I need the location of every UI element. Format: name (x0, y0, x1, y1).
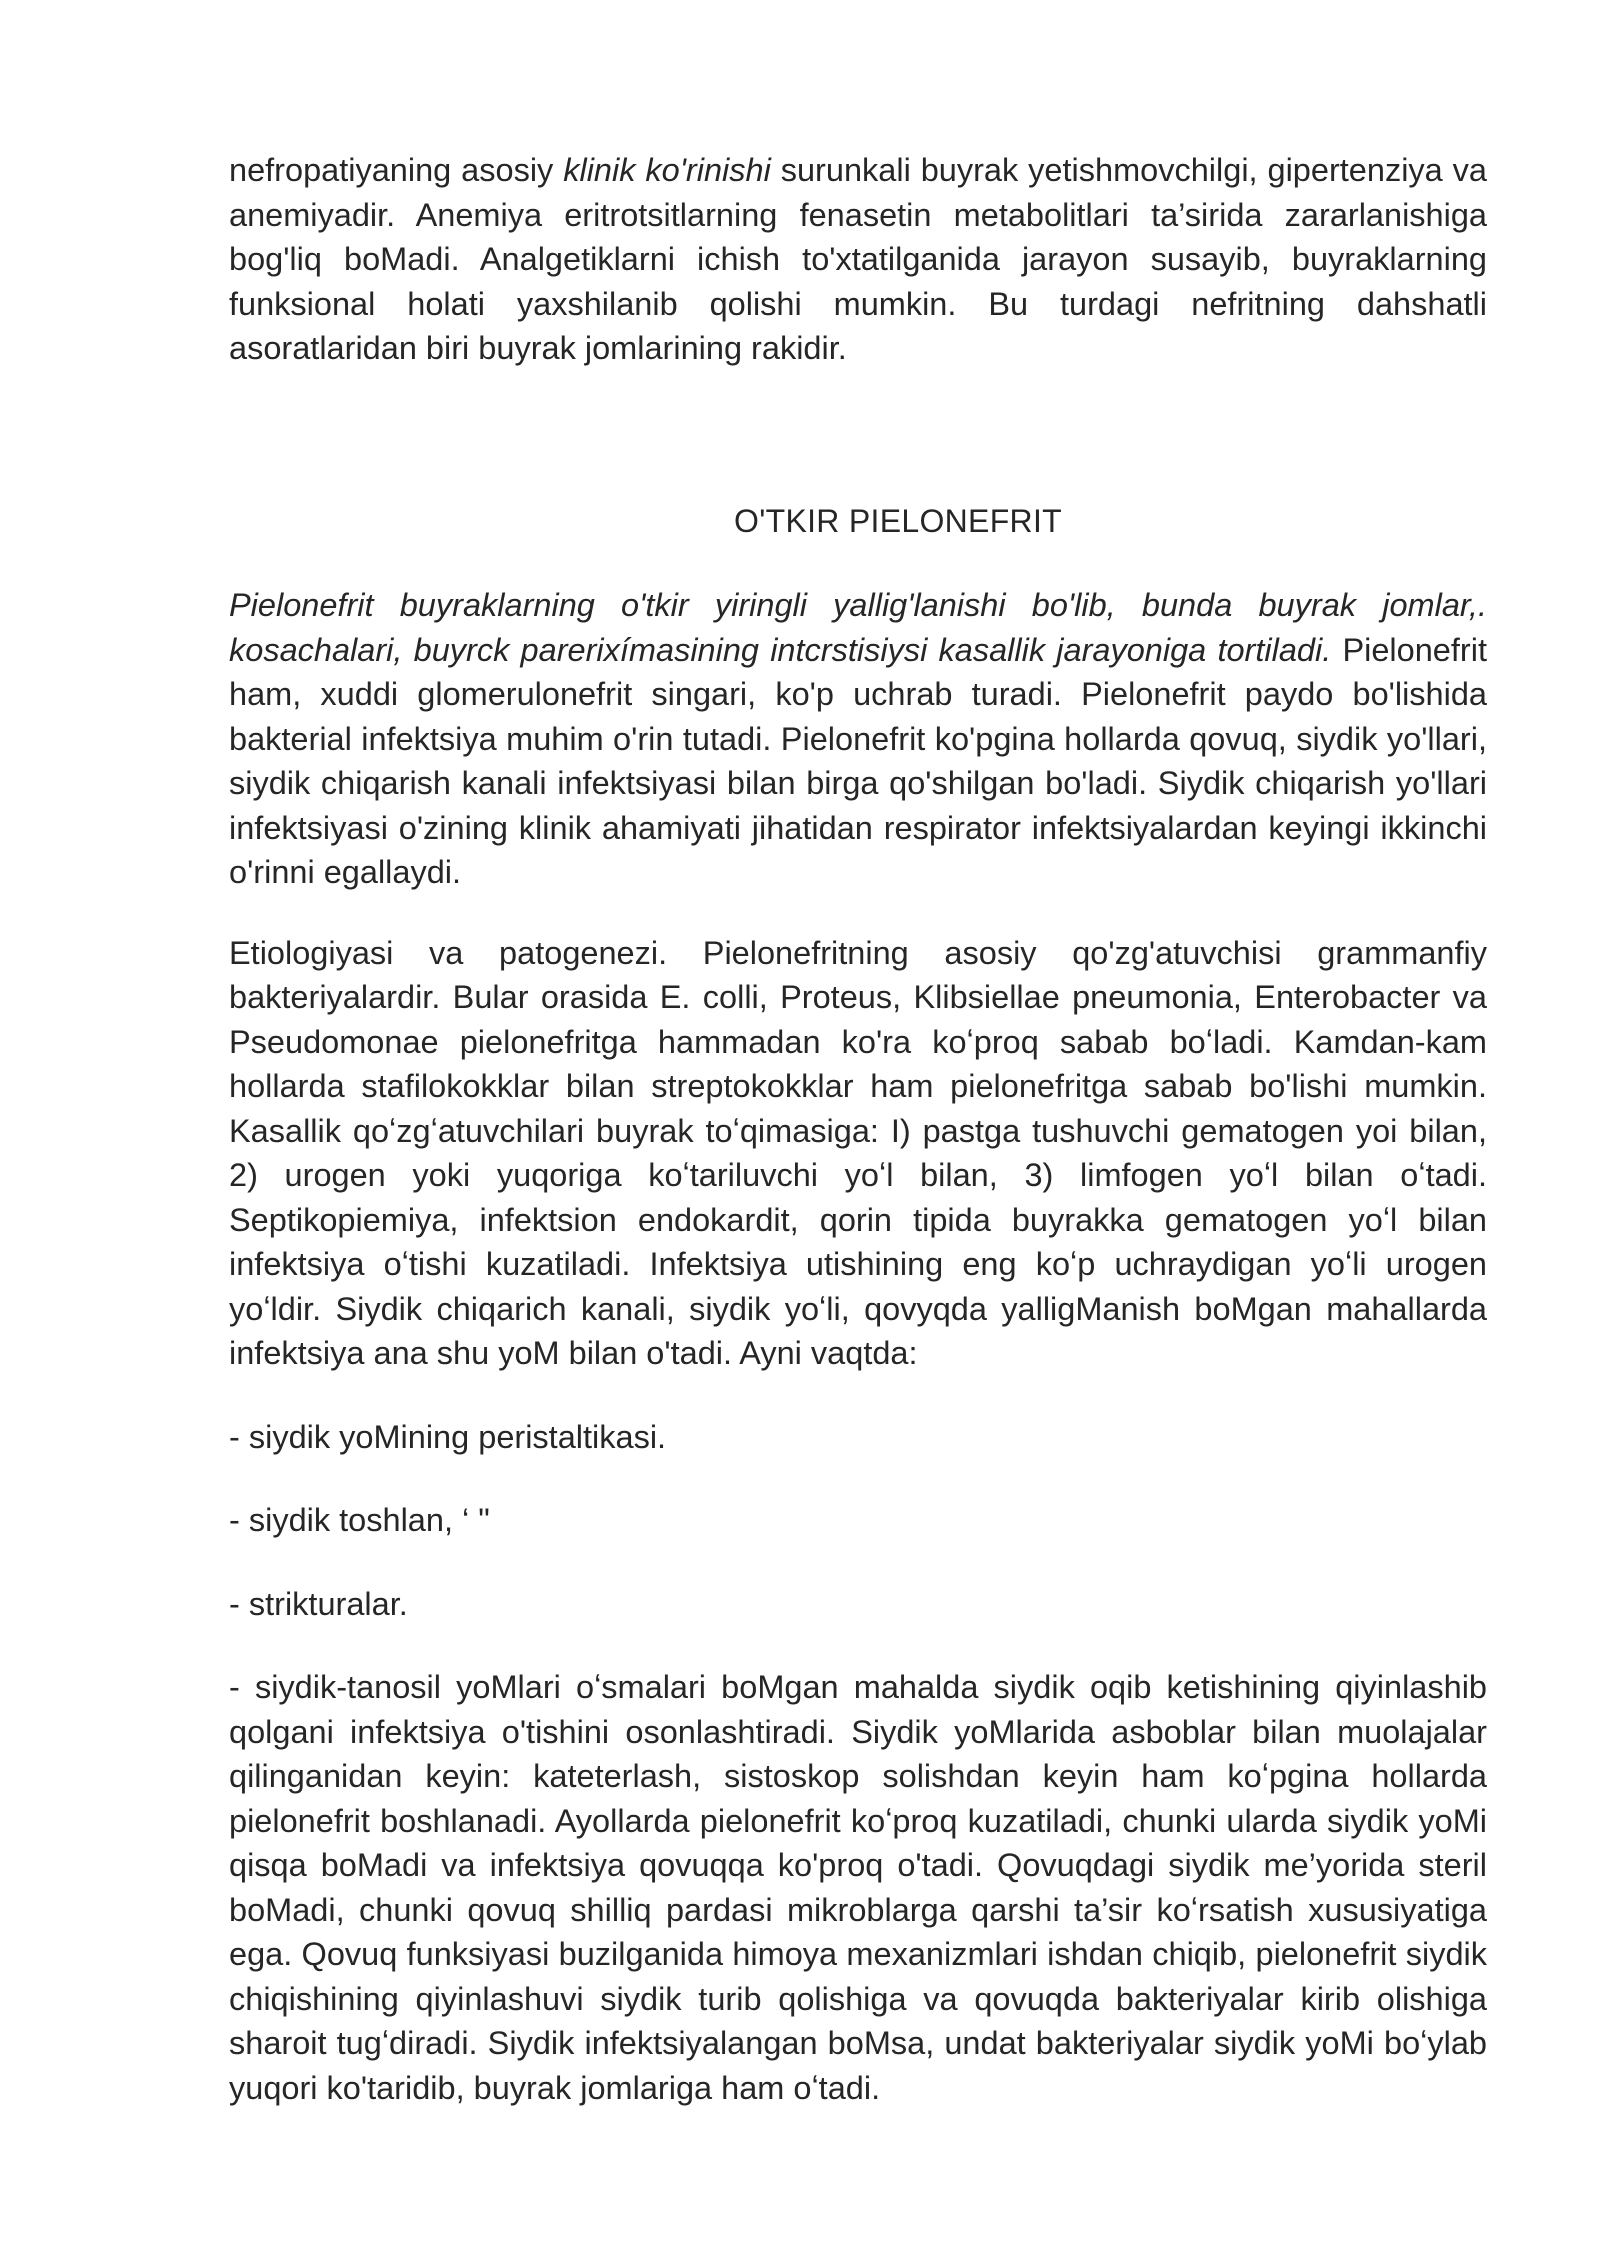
section-heading: O'TKIR PIELONEFRIT (734, 502, 1062, 539)
paragraph-text: nefropatiyaning asosiy (229, 152, 564, 188)
paragraph-text: surunkali buyrak yetishmovchilgi, gipertenziya va anemiyadir. Anemiya eritrotsitlarning fenasetin metabolitlari ta’sirida zararlanishiga bog'liq boMadi. Analgetiklarni ichish to'xtatilganida jarayon susayib, buyraklarning funksional holati yaxshilanib qolishi mumkin. Bu turdagi nefritning dahshatli asoratlaridan biri buyrak jomlarining rakidir. (229, 152, 1487, 366)
paragraph-urinary-tract: - siydik-tanosil yoMlari oʻsmalari boMgan mahalda siydik oqib ketishining qiyinlashib qolgani infektsiya o'tishini osonlashtiradi. Siydik yoMlarida asboblar bilan muolajalar qilinganidan keyin: kateterlash, sistoskop solishdan keyin ham koʻpgina hollarda pielonefrit boshlanadi. Ayollarda pielonefrit koʻproq kuzatiladi, chunki ularda siydik yoMi qisqa boMadi va infektsiya qovuqqa ko'proq o'tadi. Qovuqdagi siydik me’yorida steril boMadi, chunki qovuq shilliq pardasi mikroblarga qarshi ta’sir koʻrsatish xususiyatiga ega. Qovuq funksiyasi buzilganida himoya mexanizmlari ishdan chiqib, pielonefrit siydik chiqishining qiyinlashuvi siydik turib qolishiga va qovuqda bakteriyalar kirib olishiga sharoit tugʻdiradi. Siydik infektsiyalangan boMsa, undat bakteriyalar siydik yoMi boʻylab yuqori ko'taridib, buyrak jomlariga ham oʻtadi. (229, 1669, 1487, 2106)
paragraph-etiology: Etiologiyasi va patogenezi. Pielonefritning asosiy qo'zg'atuvchisi grammanfiy bakteriyalardir. Bular orasida E. colli, Proteus, Klibsiellae pneumonia, Enterobacter va Pseudomonae pielonefritga hammadan ko'ra koʻproq sabab boʻladi. Kamdan-kam hollarda stafilokokklar bilan streptokokklar ham pielonefritga sabab bo'lishi mumkin. Kasallik qoʻzgʻatuvchilari buyrak toʻqimasiga: I) pastga tushuvchi gematogen yoi bilan, 2) urogen yoki yuqoriga koʻtariluvchi yoʻl bilan, 3) limfogen yoʻl bilan oʻtadi. Septikopiemiya, infektsion endokardit, qorin tipida buyrakka gematogen yoʻl bilan infektsiya oʻtishi kuzatiladi. Infektsiya utishining eng koʻp uchraydigan yoʻli urogen yoʻldir. Siydik chiqarich kanali, siydik yoʻli, qovyqda yalligManish boMgan mahallarda infektsiya ana shu yoM bilan o'tadi. Ayni vaqtda: (229, 934, 1487, 1371)
paragraph-nephropathy (229, 148, 1487, 371)
paragraph-definition (229, 583, 1487, 895)
list-item: - siydik yoMining peristaltikasi. (229, 1418, 667, 1455)
list-item: - siydik toshlan, ‘ " (229, 1502, 490, 1538)
italic-phrase: klinik ko'rinishi (563, 152, 771, 188)
document-page (229, 148, 1487, 2110)
paragraph-text: Pielonefrit ham, xuddi glomerulonefrit singari, ko'p uchrab turadi. Pielonefrit paydo bo'lishida bakterial infektsiya muhim o'rin tutadi. Pielonefrit ko'pgina hollarda qovuq, siydik yo'llari, siydik chiqarish kanali infektsiyasi bilan birga qo'shilgan bo'ladi. Siydik chiqarish yo'llari infektsiyasi o'zining klinik ahamiyati jihatidan respirator infektsiyalardan keyingi ikkinchi o'rinni egallaydi. (229, 631, 1487, 890)
italic-definition: Pielonefrit buyraklarning o'tkir yiringli yallig'lanishi bo'lib, bunda buyrak jomlar,. kosachalari, buyrck parerixímasining intcrstisiysi kasallik jarayoniga tortiladi. (229, 587, 1487, 668)
list-item: - strikturalar. (229, 1585, 408, 1622)
